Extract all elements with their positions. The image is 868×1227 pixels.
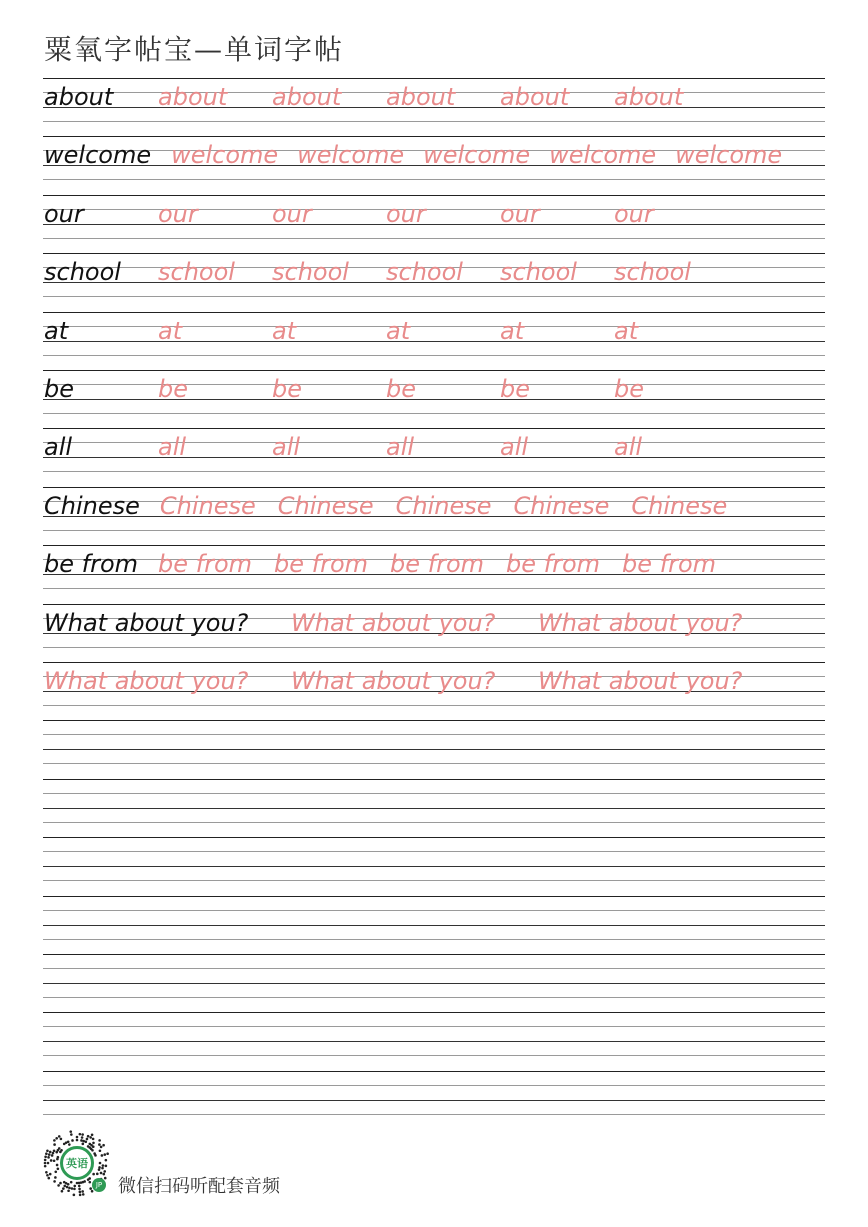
- practice-row-guide-line: [43, 545, 825, 546]
- trace-word: school: [500, 258, 577, 287]
- trace-word: welcome: [423, 141, 531, 170]
- trace-word: our: [158, 199, 198, 228]
- trace-word: be from: [158, 550, 253, 579]
- practice-row-guide-line: [43, 195, 825, 196]
- trace-word: school: [158, 258, 235, 287]
- trace-word: about: [272, 83, 342, 111]
- blank-row-guide-line: [43, 763, 825, 764]
- trace-word: What about you?: [538, 608, 743, 637]
- trace-word: be from: [506, 550, 601, 579]
- blank-row-guide-line: [43, 851, 825, 852]
- practice-row-guide-line: [43, 604, 825, 605]
- trace-word: all: [386, 433, 415, 462]
- trace-word: at: [500, 316, 525, 345]
- page-title: 粟氧字帖宝—单词字帖: [44, 33, 345, 66]
- blank-row-guide-line: [43, 734, 825, 735]
- blank-row-guide-line: [43, 793, 825, 794]
- blank-row-guide-line: [43, 968, 825, 969]
- blank-row-guide-line: [43, 822, 825, 823]
- practice-row-guide-line: [43, 413, 825, 414]
- practice-row-guide-line: [43, 647, 825, 648]
- trace-word: at: [614, 316, 639, 345]
- footer-caption: 微信扫码听配套音频: [118, 1176, 280, 1197]
- qr-code-icon[interactable]: [42, 1128, 112, 1198]
- practice-row-guide-line: [43, 312, 825, 313]
- model-word: about: [44, 83, 114, 111]
- trace-word: What about you?: [538, 667, 743, 695]
- trace-word: welcome: [675, 141, 783, 170]
- practice-row-guide-line: [43, 588, 825, 589]
- trace-word: What about you?: [291, 667, 496, 695]
- qr-dot: JP: [92, 1178, 106, 1192]
- trace-word: What about you?: [44, 667, 249, 695]
- model-word: What about you?: [44, 608, 249, 637]
- blank-row-guide-line: [43, 1055, 825, 1056]
- trace-word: our: [500, 199, 540, 228]
- blank-row-guide-line: [43, 808, 825, 809]
- trace-word: our: [386, 199, 426, 228]
- blank-row-guide-line: [43, 910, 825, 911]
- blank-row-guide-line: [43, 896, 825, 897]
- blank-row-guide-line: [43, 837, 825, 838]
- blank-row-guide-line: [43, 1085, 825, 1086]
- practice-row-guide-line: [43, 471, 825, 472]
- blank-row-guide-line: [43, 954, 825, 955]
- trace-word: Chinese: [395, 491, 492, 520]
- trace-word: about: [614, 83, 684, 111]
- trace-word: about: [158, 83, 228, 111]
- practice-row-guide-line: [43, 705, 825, 706]
- qr-badge: 英语: [60, 1146, 94, 1180]
- practice-row-guide-line: [43, 121, 825, 122]
- trace-word: at: [386, 316, 411, 345]
- model-word: at: [44, 316, 69, 345]
- model-word: our: [44, 199, 84, 228]
- blank-row-guide-line: [43, 880, 825, 881]
- blank-row-guide-line: [43, 866, 825, 867]
- blank-row-guide-line: [43, 1041, 825, 1042]
- blank-row-guide-line: [43, 997, 825, 998]
- model-word: welcome: [44, 141, 152, 170]
- trace-word: all: [500, 433, 529, 462]
- blank-row-guide-line: [43, 779, 825, 780]
- trace-word: be from: [390, 550, 485, 579]
- model-word: all: [44, 433, 73, 462]
- practice-row-guide-line: [43, 253, 825, 254]
- practice-row-guide-line: [43, 238, 825, 239]
- footer: [42, 1128, 442, 1198]
- practice-row-guide-line: [43, 355, 825, 356]
- trace-word: Chinese: [513, 491, 610, 520]
- trace-word: school: [386, 258, 463, 287]
- trace-word: welcome: [297, 141, 405, 170]
- trace-word: welcome: [171, 141, 279, 170]
- blank-row-guide-line: [43, 983, 825, 984]
- practice-row-guide-line: [43, 530, 825, 531]
- model-word: be from: [44, 550, 139, 579]
- trace-word: be from: [622, 550, 717, 579]
- practice-row-guide-line: [43, 370, 825, 371]
- blank-row-guide-line: [43, 720, 825, 721]
- practice-row-guide-line: [43, 487, 825, 488]
- trace-word: be: [614, 375, 644, 403]
- blank-row-guide-line: [43, 1100, 825, 1101]
- trace-word: about: [386, 83, 456, 111]
- practice-row-guide-line: [43, 78, 825, 79]
- practice-row-guide-line: [43, 136, 825, 137]
- trace-word: school: [614, 258, 691, 287]
- trace-word: welcome: [549, 141, 657, 170]
- trace-word: at: [272, 316, 297, 345]
- blank-row-guide-line: [43, 1114, 825, 1115]
- blank-row-guide-line: [43, 749, 825, 750]
- model-word: Chinese: [44, 491, 140, 520]
- trace-word: about: [500, 83, 570, 111]
- trace-word: be: [272, 375, 302, 403]
- trace-word: all: [158, 433, 187, 462]
- trace-word: our: [272, 199, 312, 228]
- practice-row-guide-line: [43, 296, 825, 297]
- trace-word: be: [158, 375, 188, 403]
- trace-word: Chinese: [159, 491, 256, 520]
- practice-row-guide-line: [43, 179, 825, 180]
- blank-row-guide-line: [43, 939, 825, 940]
- blank-row-guide-line: [43, 925, 825, 926]
- trace-word: be: [500, 375, 530, 403]
- trace-word: Chinese: [277, 491, 374, 520]
- model-word: school: [44, 258, 121, 287]
- trace-word: school: [272, 258, 349, 287]
- model-word: be: [44, 375, 74, 403]
- blank-row-guide-line: [43, 1012, 825, 1013]
- trace-word: be from: [274, 550, 369, 579]
- trace-word: all: [272, 433, 301, 462]
- blank-row-guide-line: [43, 1071, 825, 1072]
- trace-word: at: [158, 316, 183, 345]
- blank-row-guide-line: [43, 1026, 825, 1027]
- trace-word: Chinese: [631, 491, 728, 520]
- trace-word: What about you?: [291, 608, 496, 637]
- trace-word: our: [614, 199, 654, 228]
- practice-row-guide-line: [43, 662, 825, 663]
- trace-word: all: [614, 433, 643, 462]
- practice-row-guide-line: [43, 428, 825, 429]
- trace-word: be: [386, 375, 416, 403]
